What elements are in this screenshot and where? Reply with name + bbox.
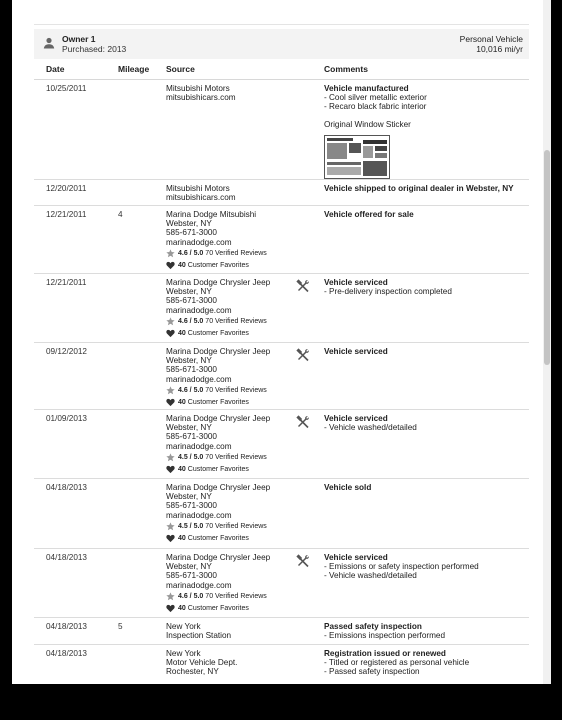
customer-favorites[interactable] (166, 397, 296, 408)
heart-icon (166, 398, 175, 407)
record-source (166, 347, 296, 408)
record-date: 01/09/2013 (46, 414, 87, 423)
comment-title: Vehicle sold (324, 483, 372, 492)
table-row (34, 409, 529, 479)
source-line: New York (166, 649, 201, 658)
favorites-count: 40 (178, 329, 186, 337)
vehicle-type: Personal Vehicle (459, 34, 523, 44)
favorites-label: Customer Favorites (187, 398, 249, 406)
rating-reviews: 70 Verified Reviews (205, 522, 267, 530)
favorites-count: 40 (178, 465, 186, 473)
customer-favorites[interactable] (166, 328, 296, 339)
miles-per-year: 10,016 mi/yr (476, 44, 523, 54)
source-line: Motor Vehicle Dept. (166, 658, 238, 668)
customer-favorites[interactable] (166, 260, 296, 271)
favorites-label: Customer Favorites (187, 329, 249, 337)
record-date: 10/25/2011 (46, 84, 87, 93)
comment-detail: - Passed safety inspection (324, 667, 420, 677)
table-row (34, 644, 529, 684)
source-line: Marina Dodge Chrysler Jeep (166, 553, 271, 562)
record-source (166, 553, 296, 614)
source-line: marinadodge.com (166, 374, 232, 384)
comment-detail: - Cool silver metallic exterior (324, 93, 427, 103)
comment-title: Passed safety inspection (324, 622, 422, 631)
heart-icon (166, 604, 175, 613)
rating-reviews: 70 Verified Reviews (205, 592, 267, 600)
rating-score: 4.6 / 5.0 (178, 592, 204, 600)
service-tools-icon (296, 348, 310, 362)
history-page (12, 0, 551, 684)
table-row (34, 617, 529, 645)
table-row (34, 273, 529, 343)
comment-title: Vehicle serviced (324, 553, 388, 562)
rating-score: 4.6 / 5.0 (178, 249, 204, 257)
customer-favorites[interactable] (166, 533, 296, 544)
comment-title: Vehicle serviced (324, 414, 388, 423)
record-date: 04/18/2013 (46, 483, 87, 492)
record-comments (324, 649, 539, 677)
star-icon (166, 249, 175, 258)
dealer-rating[interactable] (166, 316, 296, 327)
service-tools-icon (296, 554, 310, 568)
record-mileage: 4 (118, 210, 123, 219)
column-mileage: Mileage (118, 64, 150, 74)
comment-detail: - Emissions inspection performed (324, 631, 446, 641)
record-source (166, 483, 296, 544)
rating-reviews: 70 Verified Reviews (205, 249, 267, 257)
favorites-label: Customer Favorites (187, 465, 249, 473)
service-tools-icon (296, 279, 310, 293)
source-line: mitsubishicars.com (166, 193, 236, 203)
source-line: 585-671-3000 (166, 501, 217, 511)
source-line: Inspection Station (166, 631, 232, 641)
record-date: 12/21/2011 (46, 278, 87, 287)
window-sticker-label[interactable]: Original Window Sticker (324, 119, 411, 129)
source-line: Webster, NY (166, 287, 212, 297)
table-row (34, 342, 529, 410)
owner-purchased: Purchased: 2013 (62, 44, 127, 54)
record-comments (324, 483, 539, 492)
record-date: 12/20/2011 (46, 184, 87, 193)
source-line: Marina Dodge Mitsubishi (166, 210, 257, 219)
column-date: Date (46, 64, 65, 74)
source-line: Marina Dodge Chrysler Jeep (166, 347, 271, 356)
rating-score: 4.5 / 5.0 (178, 453, 204, 461)
table-row (34, 79, 529, 180)
source-line: Webster, NY (166, 562, 212, 572)
table-row (34, 179, 529, 206)
comment-title: Vehicle shipped to original dealer in Webster, NY (324, 184, 514, 193)
record-date: 04/18/2013 (46, 553, 87, 562)
window-sticker-thumbnail[interactable] (324, 135, 390, 179)
rating-score: 4.6 / 5.0 (178, 386, 204, 394)
source-line: Marina Dodge Chrysler Jeep (166, 483, 271, 492)
record-date: 04/18/2013 (46, 622, 87, 631)
top-divider (34, 24, 529, 25)
record-comments (324, 210, 539, 219)
heart-icon (166, 534, 175, 543)
dealer-rating[interactable] (166, 248, 296, 259)
service-tools-icon (296, 415, 310, 429)
comment-detail: - Pre-delivery inspection completed (324, 287, 452, 297)
person-icon (42, 36, 56, 50)
source-line: marinadodge.com (166, 441, 232, 451)
source-line: 585-671-3000 (166, 365, 217, 375)
comment-detail: - Titled or registered as personal vehicle (324, 658, 470, 668)
column-comments: Comments (324, 64, 368, 74)
comment-detail: - Vehicle washed/detailed (324, 423, 417, 433)
star-icon (166, 592, 175, 601)
star-icon (166, 386, 175, 395)
heart-icon (166, 261, 175, 270)
source-line: Webster, NY (166, 356, 212, 366)
favorites-label: Customer Favorites (187, 261, 249, 269)
rating-reviews: 70 Verified Reviews (205, 453, 267, 461)
record-date: 09/12/2012 (46, 347, 87, 356)
source-line: Webster, NY (166, 219, 212, 229)
comment-title: Vehicle serviced (324, 347, 388, 356)
comment-title: Vehicle manufactured (324, 84, 409, 93)
scrollbar[interactable] (543, 0, 551, 684)
comment-title: Vehicle offered for sale (324, 210, 414, 219)
source-line: Mitsubishi Motors (166, 84, 230, 93)
source-line: 585-671-3000 (166, 571, 217, 581)
scrollbar-thumb[interactable] (544, 150, 550, 365)
table-row (34, 205, 529, 274)
source-line: Marina Dodge Chrysler Jeep (166, 278, 271, 287)
record-date: 04/18/2013 (46, 649, 87, 658)
record-comments (324, 553, 539, 581)
favorites-label: Customer Favorites (187, 534, 249, 542)
rating-reviews: 70 Verified Reviews (205, 317, 267, 325)
comment-detail: - Recaro black fabric interior (324, 102, 427, 112)
star-icon (166, 317, 175, 326)
dealer-rating[interactable] (166, 452, 296, 463)
favorites-count: 40 (178, 261, 186, 269)
source-line: Webster, NY (166, 492, 212, 502)
record-date: 12/21/2011 (46, 210, 87, 219)
star-icon (166, 522, 175, 531)
rating-reviews: 70 Verified Reviews (205, 386, 267, 394)
source-line: marinadodge.com (166, 305, 232, 315)
heart-icon (166, 329, 175, 338)
record-source (166, 210, 296, 271)
record-comments (324, 347, 539, 356)
source-line: 585-671-3000 (166, 228, 217, 238)
record-source (166, 622, 296, 640)
comment-title: Vehicle serviced (324, 278, 388, 287)
rating-score: 4.6 / 5.0 (178, 317, 204, 325)
record-source (166, 414, 296, 475)
source-line: Webster, NY (166, 423, 212, 433)
owner-header (34, 29, 529, 59)
source-line: Rochester, NY (166, 667, 219, 677)
source-line: Marina Dodge Chrysler Jeep (166, 414, 271, 423)
customer-favorites[interactable] (166, 603, 296, 614)
source-line: marinadodge.com (166, 510, 232, 520)
dealer-rating[interactable] (166, 521, 296, 532)
comment-title: Registration issued or renewed (324, 649, 446, 658)
record-source (166, 84, 296, 102)
table-row (34, 548, 529, 618)
record-comments (324, 278, 539, 296)
dealer-rating[interactable] (166, 385, 296, 396)
record-comments (324, 414, 539, 432)
source-line: 585-671-3000 (166, 296, 217, 306)
favorites-count: 40 (178, 398, 186, 406)
record-comments (324, 184, 539, 193)
favorites-label: Customer Favorites (187, 604, 249, 612)
record-source (166, 649, 296, 677)
record-comments (324, 84, 539, 181)
dealer-rating[interactable] (166, 591, 296, 602)
source-line: mitsubishicars.com (166, 93, 236, 103)
customer-favorites[interactable] (166, 464, 296, 475)
table-row (34, 478, 529, 549)
heart-icon (166, 465, 175, 474)
favorites-count: 40 (178, 604, 186, 612)
source-line: 585-671-3000 (166, 432, 217, 442)
source-line: Mitsubishi Motors (166, 184, 230, 193)
record-source (166, 184, 296, 202)
record-comments (324, 622, 539, 640)
star-icon (166, 453, 175, 462)
source-line: New York (166, 622, 201, 631)
comment-detail: - Emissions or safety inspection performed (324, 562, 479, 572)
favorites-count: 40 (178, 534, 186, 542)
source-line: marinadodge.com (166, 237, 232, 247)
rating-score: 4.5 / 5.0 (178, 522, 204, 530)
record-source (166, 278, 296, 339)
column-source: Source (166, 64, 195, 74)
source-line: marinadodge.com (166, 580, 232, 590)
comment-detail: - Vehicle washed/detailed (324, 571, 417, 581)
table-header (34, 59, 529, 80)
record-mileage: 5 (118, 622, 123, 631)
owner-name: Owner 1 (62, 34, 96, 44)
